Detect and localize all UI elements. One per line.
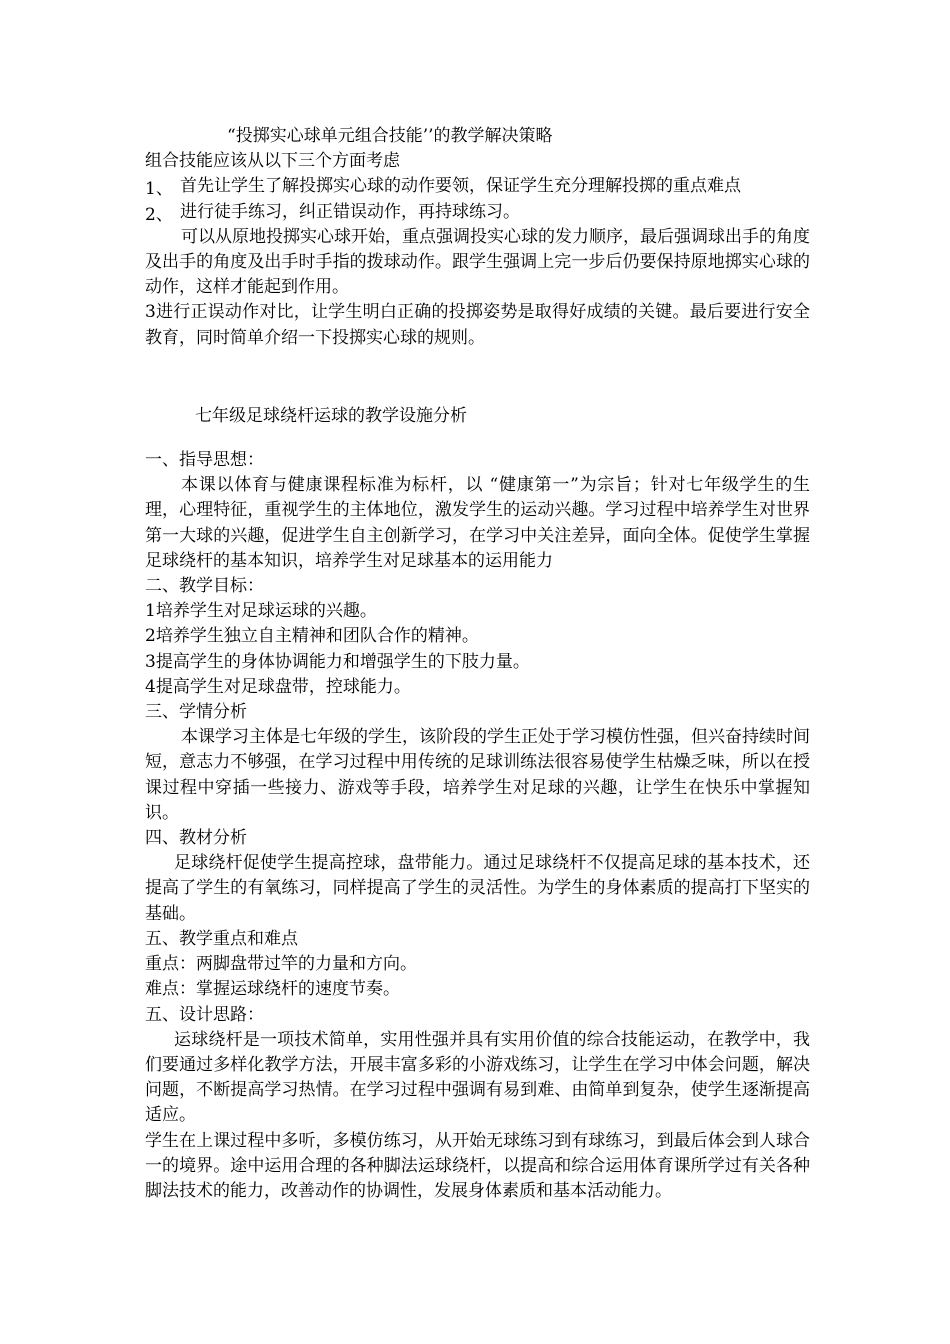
section1-paragraph: 3进行正误动作对比，让学生明白正确的投掷姿势是取得好成绩的关键。最后要进行安全教育，同时简单介绍一下投掷实心球的规则。 bbox=[145, 302, 810, 348]
goal-item: 1培养学生对足球运球的兴趣。 bbox=[145, 601, 377, 622]
list-item-number: 2、 bbox=[145, 204, 173, 225]
list-item bbox=[145, 200, 810, 225]
heading-design-ideas: 五、设计思路： bbox=[145, 1004, 264, 1025]
key-point: 重点：两脚盘带过竿的力量和方向。 bbox=[145, 954, 417, 975]
heading-learner-analysis: 三、学情分析 bbox=[145, 702, 247, 723]
list-item-text: 首先让学生了解投掷实心球的动作要领，保证学生充分理解投掷的重点难点 bbox=[180, 176, 741, 197]
goal-item: 4提高学生对足球盘带，控球能力。 bbox=[145, 676, 411, 697]
section1-paragraph: 可以从原地投掷实心球开始，重点强调投实心球的发力顺序，最后强调球出手的角度及出手的角度及出手时手指的拨球动作。跟学生强调上完一步后仍要保持原地掷实心球的动作，这样才能起到作用。 bbox=[145, 226, 810, 298]
heading-guiding-thought: 一、指导思想： bbox=[145, 450, 264, 471]
difficulty-point: 难点：掌握运球绕杆的速度节奏。 bbox=[145, 979, 400, 1000]
section1-intro: 组合技能应该从以下三个方面考虑 bbox=[145, 151, 400, 172]
list-item-number: 1、 bbox=[145, 179, 173, 200]
heading-teaching-goals: 二、教学目标： bbox=[145, 576, 264, 597]
paragraph-learner-analysis: 本课学习主体是七年级的学生，该阶段的学生正处于学习模仿性强，但兴奋持续时间短，意志力不够强，在学习过程中用传统的足球训练法很容易使学生枯燥乏味，所以在授课过程中穿插一些接力、游戏等手段，培养学生对足球的兴趣，让学生在快乐中掌握知识。 bbox=[145, 727, 810, 823]
section1-title: “投掷实心球单元组合技能’’的教学解决策略 bbox=[227, 126, 553, 146]
paragraph-guiding-thought: 本课以体育与健康课程标准为标杆，以 “健康第一”为宗旨；针对七年级学生的生理，心理特征，重视学生的主体地位，激发学生的运动兴趣。学习过程中培养学生对世界第一大球的兴趣，促进学生自主创新学习，在学习中关注差异，面向全体。促使学生掌握足球绕杆的基本知识，培养学生对足球基本的运用能力 bbox=[145, 475, 810, 571]
heading-material-analysis: 四、教材分析 bbox=[145, 828, 247, 849]
heading-key-points: 五、教学重点和难点 bbox=[145, 928, 298, 949]
list-item bbox=[145, 174, 810, 199]
list-item-text: 进行徒手练习，纠正错误动作，再持球练习。 bbox=[180, 201, 520, 222]
document-page bbox=[145, 124, 810, 1204]
goal-item: 2培养学生独立自主精神和团队合作的精神。 bbox=[145, 626, 479, 647]
paragraph-material-analysis: 足球绕杆促使学生提高控球，盘带能力。通过足球绕杆不仅提高足球的基本技术，还提高了学生的有氧练习，同样提高了学生的灵活性。为学生的身体素质的提高打下坚实的基础。 bbox=[145, 853, 810, 924]
paragraph-design-ideas-2: 学生在上课过程中多听，多模仿练习，从开始无球练习到有球练习，到最后体会到人球合一的境界。途中运用合理的各种脚法运球绕杆，以提高和综合运用体育课所学过有关各种脚法技术的能力，改善动作的协调性，发展身体素质和基本活动能力。 bbox=[145, 1130, 810, 1201]
goal-item: 3提高学生的身体协调能力和增强学生的下肢力量。 bbox=[145, 651, 530, 672]
paragraph-design-ideas: 运球绕杆是一项技术简单，实用性强并具有实用价值的综合技能运动，在教学中，我们要通过多样化教学方法，开展丰富多彩的小游戏练习，让学生在学习中体会问题，解决问题，不断提高学习热情。在学习过程中强调有易到难、由简单到复杂，使学生逐渐提高适应。 bbox=[145, 1029, 810, 1126]
section2-title: 七年级足球绕杆运球的教学设施分析 bbox=[195, 405, 467, 426]
